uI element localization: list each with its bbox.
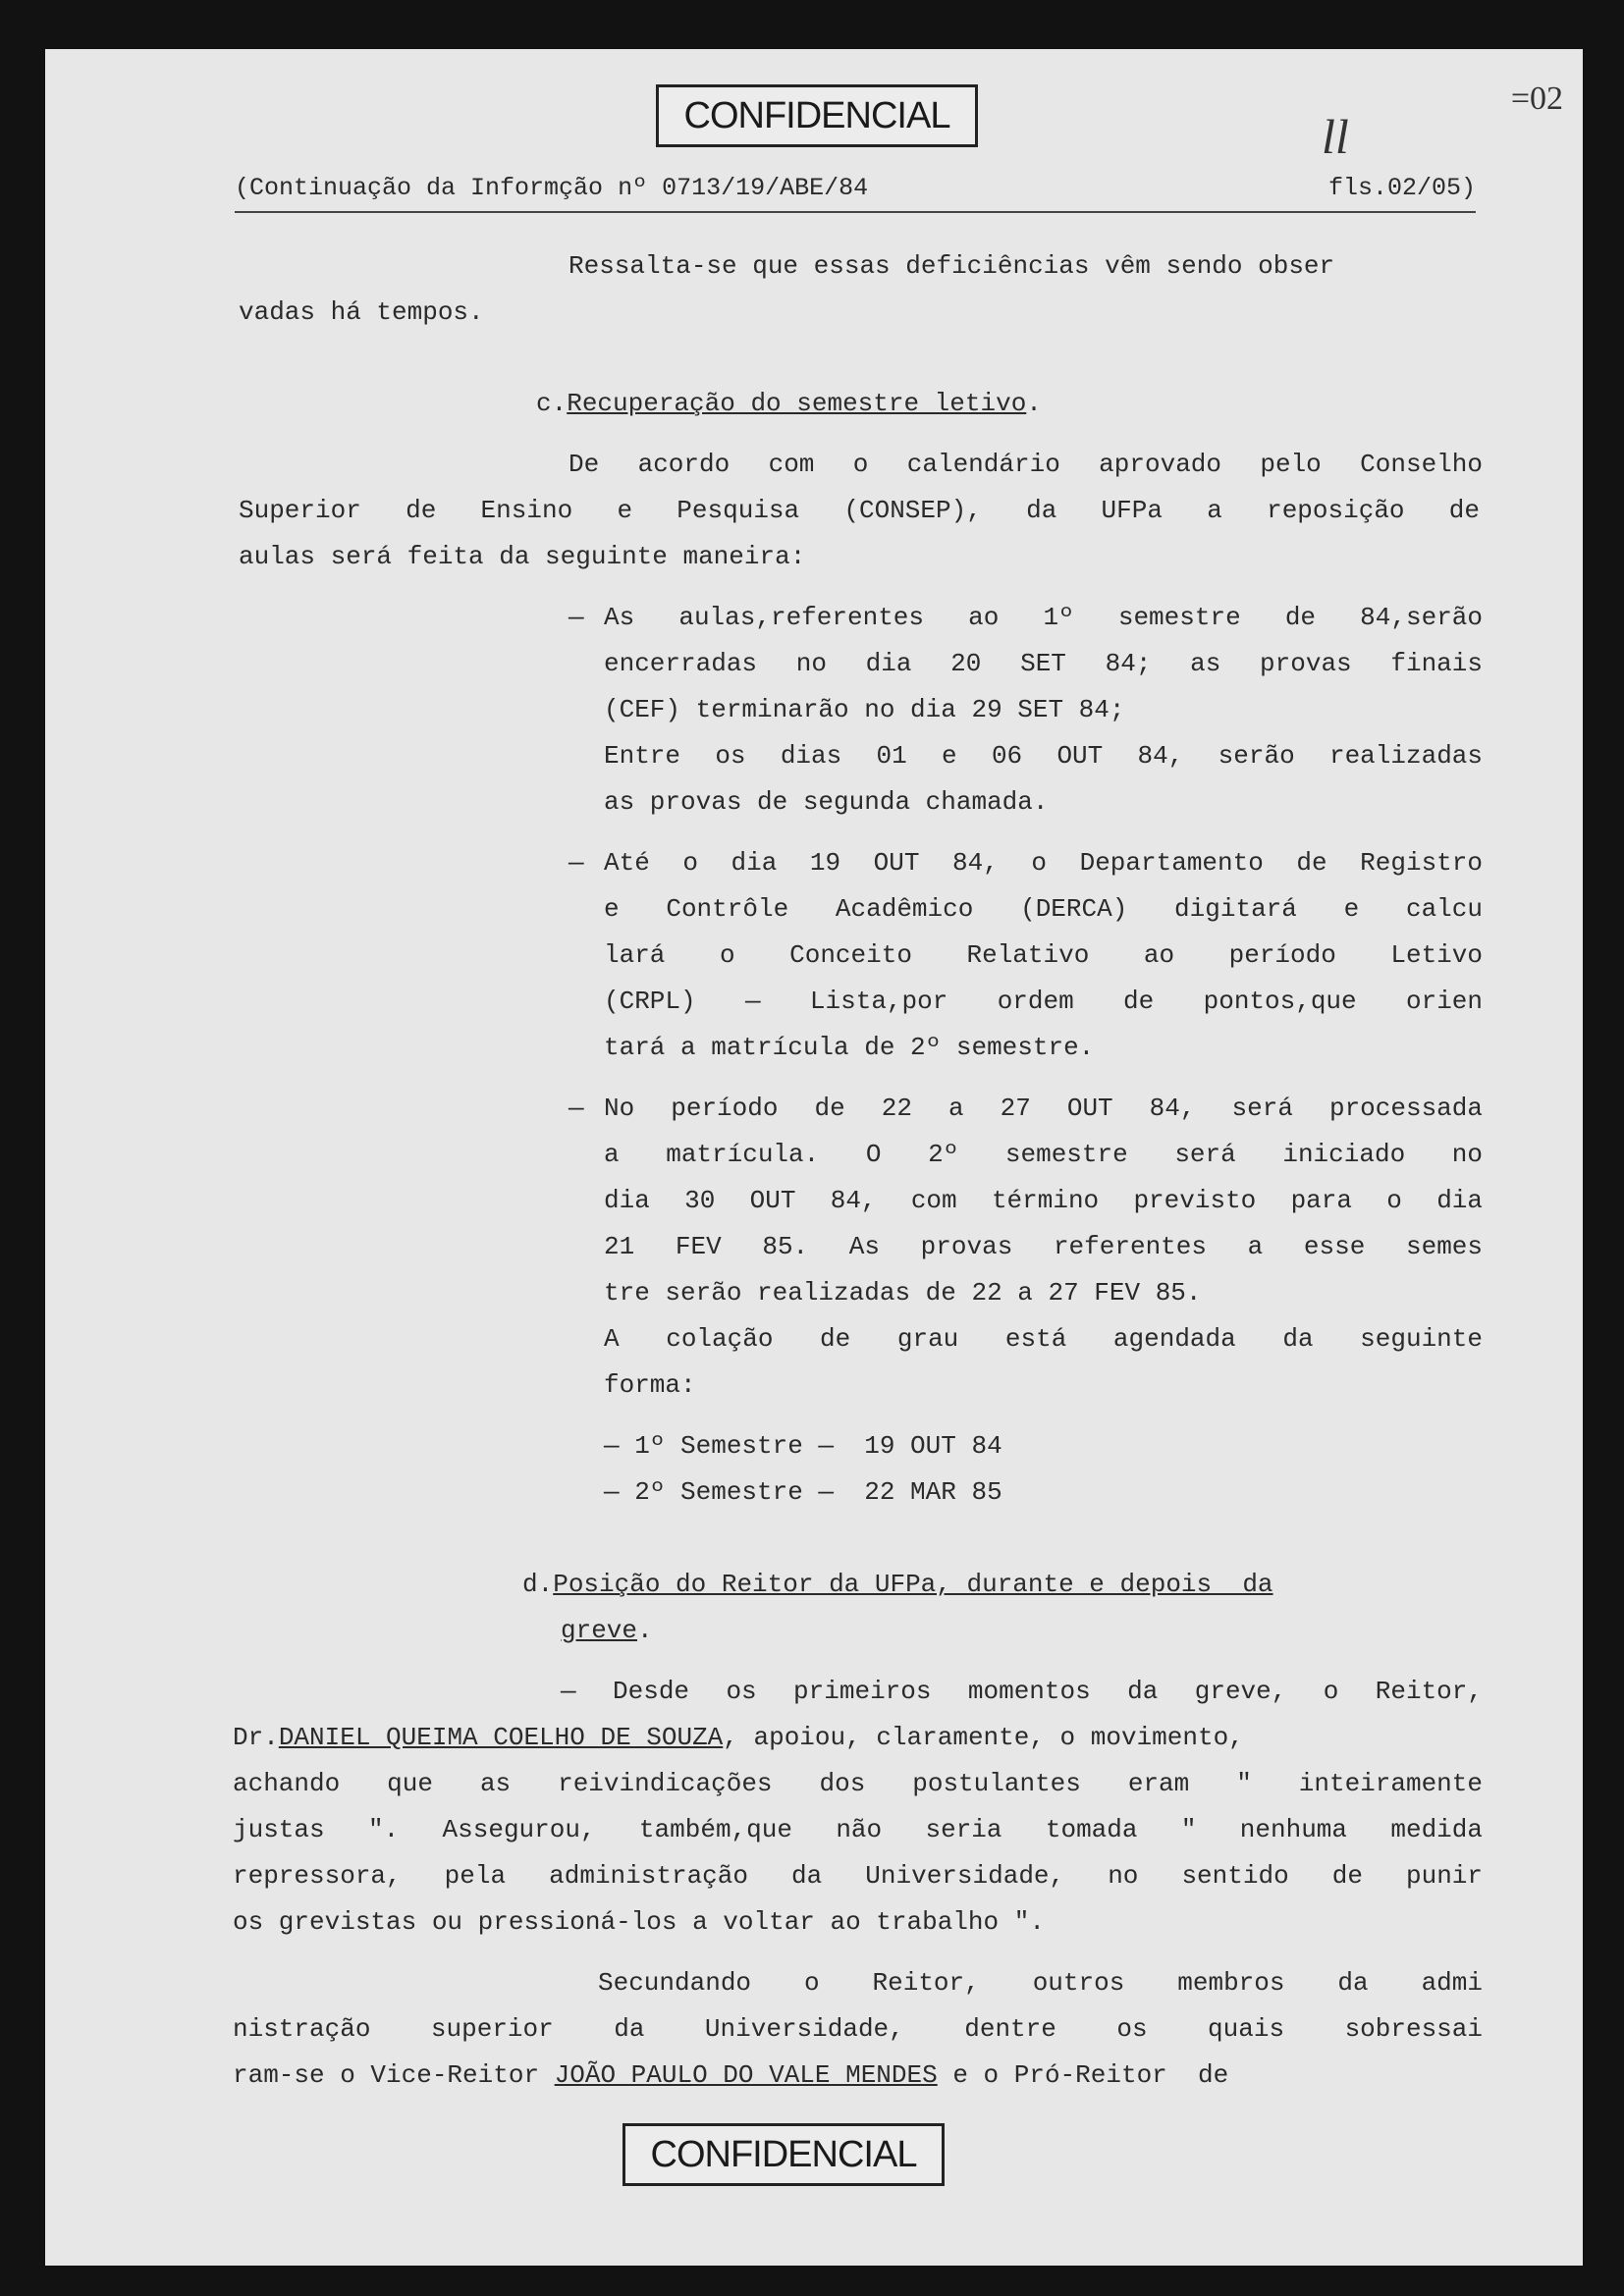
title-abbreviation: Dr. [233,1723,279,1752]
paragraph-line: De acordo com o calendário aprovado pelo Conselho [568,450,1483,479]
bullet-line: 21 FEV 85. As provas referentes a esse semes [604,1232,1483,1261]
paragraph-text: e o Pró-Reitor de [937,2060,1229,2090]
bullet-line: Entre os dias 01 e 06 OUT 84, serão realizadas [604,741,1483,771]
paragraph-line: repressora, pela administração da Universidade, no sentido de punir [233,1861,1483,1891]
bullet-line: tre serão realizadas de 22 a 27 FEV 85. [604,1278,1202,1308]
section-title: Recuperação do semestre letivo [567,389,1027,418]
section-title-period: . [1026,389,1042,418]
bullet-line: encerradas no dia 20 SET 84; as provas finais [604,649,1483,678]
paragraph-line: — Desde os primeiros momentos da greve, o Reitor, [561,1677,1483,1706]
graduation-date-line: — 2º Semestre — 22 MAR 85 [604,1477,1002,1507]
bullet-line: a matrícula. O 2º semestre será iniciado no [604,1140,1483,1169]
section-letter: c. [536,389,568,418]
handwritten-initial: ll [1322,109,1349,164]
bullet-line: lará o Conceito Relativo ao período Letivo [604,940,1483,970]
section-letter: d. [522,1570,554,1599]
bullet-line: tará a matrícula de 2º semestre. [604,1033,1095,1062]
bullet-line: As aulas,referentes ao 1º semestre de 84,serão [604,603,1483,632]
bullet-dash: — [568,848,584,878]
bullet-line: e Contrôle Acadêmico (DERCA) digitará e calcu [604,894,1483,924]
bullet-line: forma: [604,1370,696,1400]
paragraph-line: aulas será feita da seguinte maneira: [239,542,806,571]
header-folio: fls.02/05) [1327,174,1476,202]
bullet-line: (CEF) terminarão no dia 29 SET 84; [604,695,1125,724]
section-title: Posição do Reitor da UFPa, durante e depois da [553,1570,1273,1599]
confidential-stamp-top: CONFIDENCIAL [656,84,978,147]
bullet-line: Até o dia 19 OUT 84, o Departamento de Registro [604,848,1483,878]
rector-name: DANIEL QUEIMA COELHO DE SOUZA [278,1723,724,1752]
bullet-line: dia 30 OUT 84, com término previsto para o dia [604,1186,1483,1215]
paragraph-text: , apoiou, claramente, o movimento, [723,1723,1244,1752]
paragraph-line: os grevistas ou pressioná-los a voltar ao trabalho ". [233,1907,1045,1937]
page-number-annotation: =02 [1510,80,1563,117]
paragraph-line: Ressalta-se que essas deficiências vêm sendo obser [568,251,1335,281]
bullet-line: A colação de grau está agendada da seguinte [604,1324,1483,1354]
document-header [235,172,1476,213]
paragraph-text: ram-se o Vice-Reitor [233,2060,555,2090]
confidential-stamp-bottom: CONFIDENCIAL [623,2123,945,2186]
paragraph-line: Secundando o Reitor, outros membros da admi [598,1968,1483,1998]
document-page [45,49,1583,2266]
header-reference: (Continuação da Informção nº 0713/19/ABE/84 [235,174,869,202]
paragraph-line: achando que as reivindicações dos postulantes eram " inteiramente [233,1769,1483,1798]
bullet-dash: — [568,603,584,632]
section-c-heading [536,387,1042,420]
vice-rector-name: JOÃO PAULO DO VALE MENDES [554,2060,938,2090]
paragraph-line: justas ". Assegurou, também,que não seria tomada " nenhuma medida [233,1815,1483,1844]
bullet-line: as provas de segunda chamada. [604,787,1049,817]
section-d-heading [522,1568,1483,1601]
section-title: greve [561,1616,638,1645]
paragraph-line: nistração superior da Universidade, dentre os quais sobressai [233,2014,1483,2044]
graduation-date-line: — 1º Semestre — 19 OUT 84 [604,1431,1002,1461]
section-title-period: . [637,1616,653,1645]
paragraph-line: Superior de Ensino e Pesquisa (CONSEP), da UFPa a reposição de [239,496,1480,525]
paragraph-line [233,1721,1244,1754]
bullet-line: No período de 22 a 27 OUT 84, será processada [604,1094,1483,1123]
section-d-heading-cont [561,1614,653,1647]
paragraph-line [233,2058,1228,2092]
paragraph-line: vadas há tempos. [239,297,484,327]
bullet-line: (CRPL) — Lista,por ordem de pontos,que orien [604,987,1483,1016]
bullet-dash: — [568,1094,584,1123]
